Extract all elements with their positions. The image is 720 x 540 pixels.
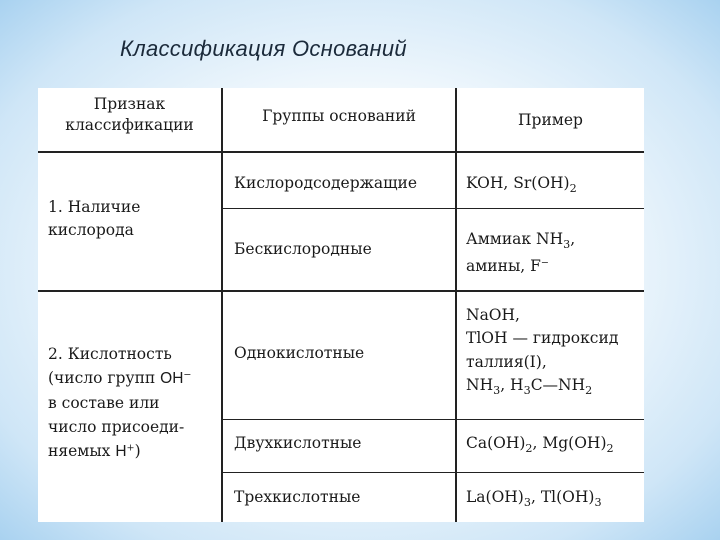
criterion-acidity-line2: (число групп OH− — [48, 369, 192, 388]
row-divider-oxygen — [223, 208, 644, 209]
criterion-acidity-line1: 2. Кислотность — [48, 345, 172, 363]
header-criterion — [38, 94, 221, 136]
section-divider — [38, 290, 644, 292]
example-monoacidic-line4: $NH_3$, $H_3C—NH_2$ — [466, 375, 593, 397]
column-divider-2 — [455, 88, 457, 522]
example-monoacidic-line1: NaOH, — [466, 306, 520, 324]
example-oxygen-free — [466, 226, 575, 280]
criterion-oxygen-line2: кислорода — [48, 221, 134, 240]
row-divider-di — [223, 472, 644, 473]
criterion-acidity-line5: няемых H+) — [48, 442, 141, 461]
header-example: Пример — [518, 111, 583, 129]
example-diacidic: $Ca(OH)_2$, $Mg(OH)_2$ — [466, 434, 614, 455]
group-oxygen-containing: Кислородсодержащие — [234, 174, 418, 192]
header-criterion-line1: Признак — [93, 95, 166, 113]
criterion-acidity-line3: в составе или — [48, 394, 160, 413]
header-groups: Группы оснований — [262, 107, 416, 125]
group-oxygen-free: Бескислородные — [234, 240, 372, 258]
group-triacidic: Трехкислотные — [234, 488, 361, 506]
row-divider-mono — [223, 419, 644, 420]
criterion-oxygen-line1: 1. Наличие — [48, 198, 141, 216]
example-oxygen-free-line2: амины, F− — [466, 257, 549, 276]
criterion-oxygen — [48, 196, 140, 243]
header-divider — [38, 151, 644, 153]
example-monoacidic-line3: таллия(I), — [466, 352, 547, 371]
example-oxygen-containing: KOH, $Sr(OH)_2$ — [466, 174, 577, 195]
column-divider-1 — [221, 88, 223, 522]
group-monoacidic: Однокислотные — [234, 344, 365, 362]
criterion-acidity — [48, 342, 191, 464]
example-triacidic: $La(OH)_3$, $Tl(OH)_3$ — [466, 488, 602, 509]
example-oxygen-free-line1: Аммиак $NH_3$, — [466, 230, 576, 251]
criterion-acidity-line4: число присоеди- — [48, 418, 185, 437]
example-monoacidic-line2: TlOH — гидроксид — [466, 329, 619, 348]
group-diacidic: Двухкислотные — [234, 434, 362, 452]
example-monoacidic — [466, 304, 618, 397]
header-criterion-line2: классификации — [65, 115, 194, 134]
slide-title: Классификация Оснований — [120, 36, 407, 61]
classification-table — [38, 88, 644, 522]
